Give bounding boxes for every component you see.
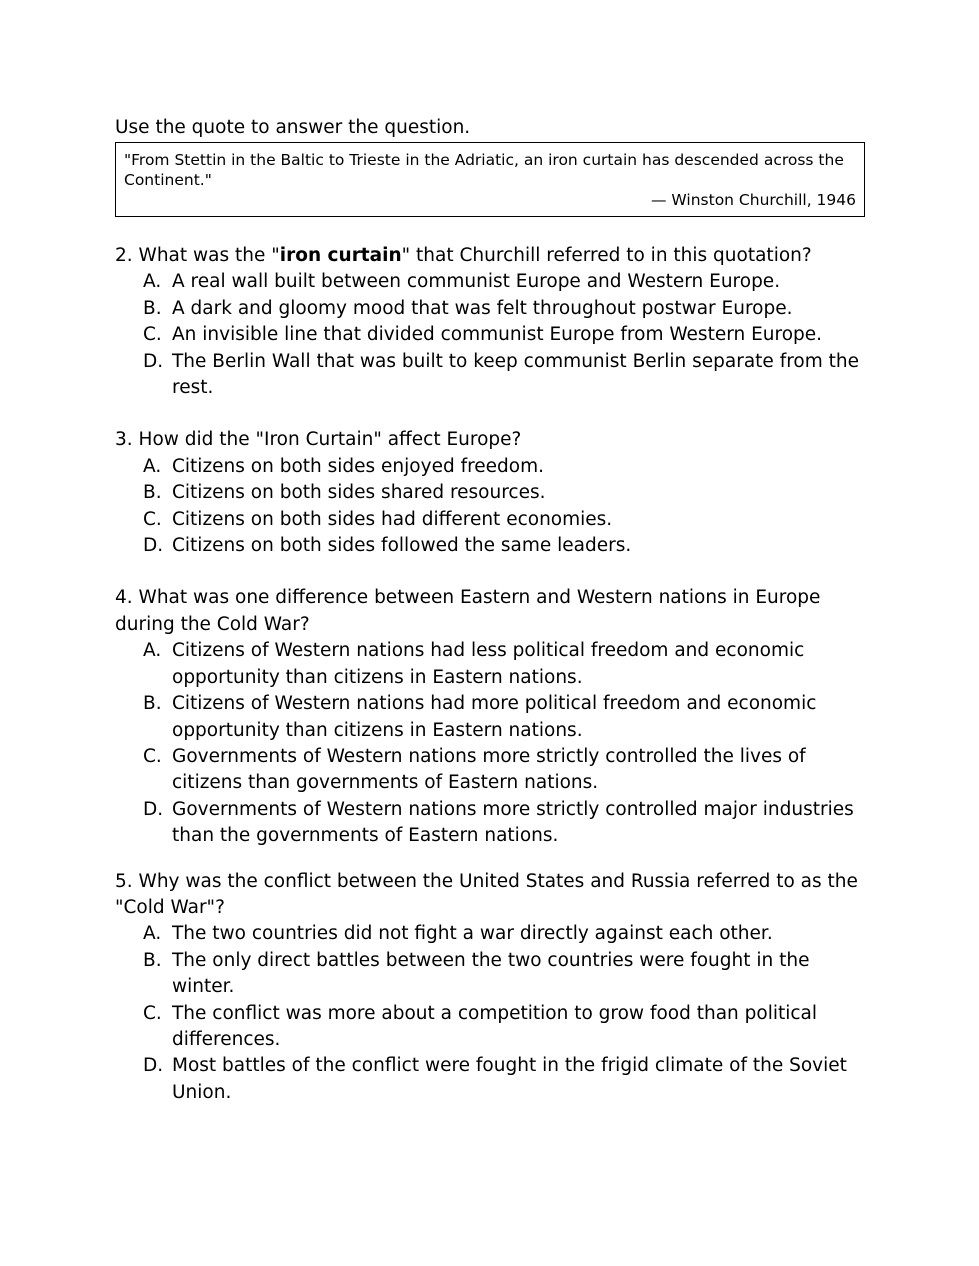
option-letter: A. xyxy=(143,923,162,945)
question-prompt: 3. How did the "Iron Curtain" affect Europe? xyxy=(115,429,522,451)
option-letter: C. xyxy=(143,1002,162,1024)
option-text: The two countries did not fight a war directly against each other. xyxy=(172,923,773,945)
option-text: The conflict was more about a competition to grow food than political differences. xyxy=(172,1002,818,1050)
option-letter: C. xyxy=(143,324,162,346)
answer-options xyxy=(115,454,865,560)
option-letter: D. xyxy=(143,1055,164,1077)
quote-attribution: — Winston Churchill, 1946 xyxy=(651,191,856,209)
option-text: An invisible line that divided communist Europe from Western Europe. xyxy=(172,324,823,346)
answer-option-a[interactable] xyxy=(115,454,865,480)
answer-options xyxy=(115,921,865,1106)
option-letter: A. xyxy=(143,640,162,662)
option-letter: D. xyxy=(143,350,164,372)
option-text: A real wall built between communist Europe and Western Europe. xyxy=(172,271,781,293)
option-letter: B. xyxy=(143,482,162,504)
answer-option-a[interactable] xyxy=(115,921,865,947)
option-text: Citizens of Western nations had less political freedom and economic opportunity than citizens in Eastern nations. xyxy=(172,640,805,688)
option-letter: A. xyxy=(143,271,162,293)
option-text: Citizens on both sides enjoyed freedom. xyxy=(172,455,545,477)
answer-option-d[interactable] xyxy=(115,797,865,850)
question-prompt: 4. What was one difference between Eastern and Western nations in Europe during the Cold War? xyxy=(115,587,821,635)
answer-option-a[interactable] xyxy=(115,638,865,691)
answer-option-b[interactable] xyxy=(115,480,865,506)
question-4 xyxy=(115,585,865,849)
question-prompt: 2. What was the "iron curtain" that Churchill referred to in this quotation? xyxy=(115,245,812,266)
option-letter: B. xyxy=(143,693,162,715)
option-text: The Berlin Wall that was built to keep communist Berlin separate from the rest. xyxy=(172,350,859,399)
quote-box xyxy=(115,142,865,217)
answer-option-c[interactable] xyxy=(115,744,865,797)
option-letter: D. xyxy=(143,798,164,820)
answer-option-c[interactable] xyxy=(115,322,865,348)
answer-option-c[interactable] xyxy=(115,507,865,533)
option-letter: B. xyxy=(143,949,162,971)
option-text: Governments of Western nations more strictly controlled major industries than the governments of Eastern nations. xyxy=(172,798,854,847)
quote-text: "From Stettin in the Baltic to Trieste in the Adriatic, an iron curtain has descended across the Continent." xyxy=(124,151,844,189)
question-3 xyxy=(115,427,865,559)
answer-option-a[interactable] xyxy=(115,269,865,295)
option-text: Citizens of Western nations had more political freedom and economic opportunity than citizens in Eastern nations. xyxy=(172,693,817,741)
option-text: Governments of Western nations more strictly controlled the lives of citizens than governments of Eastern nations. xyxy=(172,745,806,794)
instruction-text: Use the quote to answer the question. xyxy=(115,117,471,138)
bold-term: iron curtain xyxy=(279,245,402,266)
question-5 xyxy=(115,869,865,1107)
option-letter: B. xyxy=(143,297,162,319)
answer-option-d[interactable] xyxy=(115,533,865,559)
option-text: Citizens on both sides followed the same leaders. xyxy=(172,535,632,557)
option-text: Citizens on both sides had different economies. xyxy=(172,508,613,530)
worksheet-page xyxy=(115,115,865,1106)
answer-option-b[interactable] xyxy=(115,948,865,1001)
option-letter: C. xyxy=(143,508,162,530)
answer-option-b[interactable] xyxy=(115,296,865,322)
answer-options xyxy=(115,269,865,401)
answer-option-b[interactable] xyxy=(115,691,865,744)
answer-option-d[interactable] xyxy=(115,349,865,402)
option-letter: D. xyxy=(143,535,164,557)
option-text: A dark and gloomy mood that was felt throughout postwar Europe. xyxy=(172,297,793,319)
question-prompt: 5. Why was the conflict between the United States and Russia referred to as the "Cold War"? xyxy=(115,870,858,918)
answer-option-c[interactable] xyxy=(115,1001,865,1054)
answer-option-d[interactable] xyxy=(115,1053,865,1106)
option-letter: C. xyxy=(143,745,162,767)
question-2 xyxy=(115,243,865,401)
option-letter: A. xyxy=(143,455,162,477)
answer-options xyxy=(115,638,865,849)
option-text: Most battles of the conflict were fought in the frigid climate of the Soviet Union. xyxy=(172,1055,847,1103)
option-text: The only direct battles between the two countries were fought in the winter. xyxy=(172,949,810,998)
option-text: Citizens on both sides shared resources. xyxy=(172,482,546,504)
